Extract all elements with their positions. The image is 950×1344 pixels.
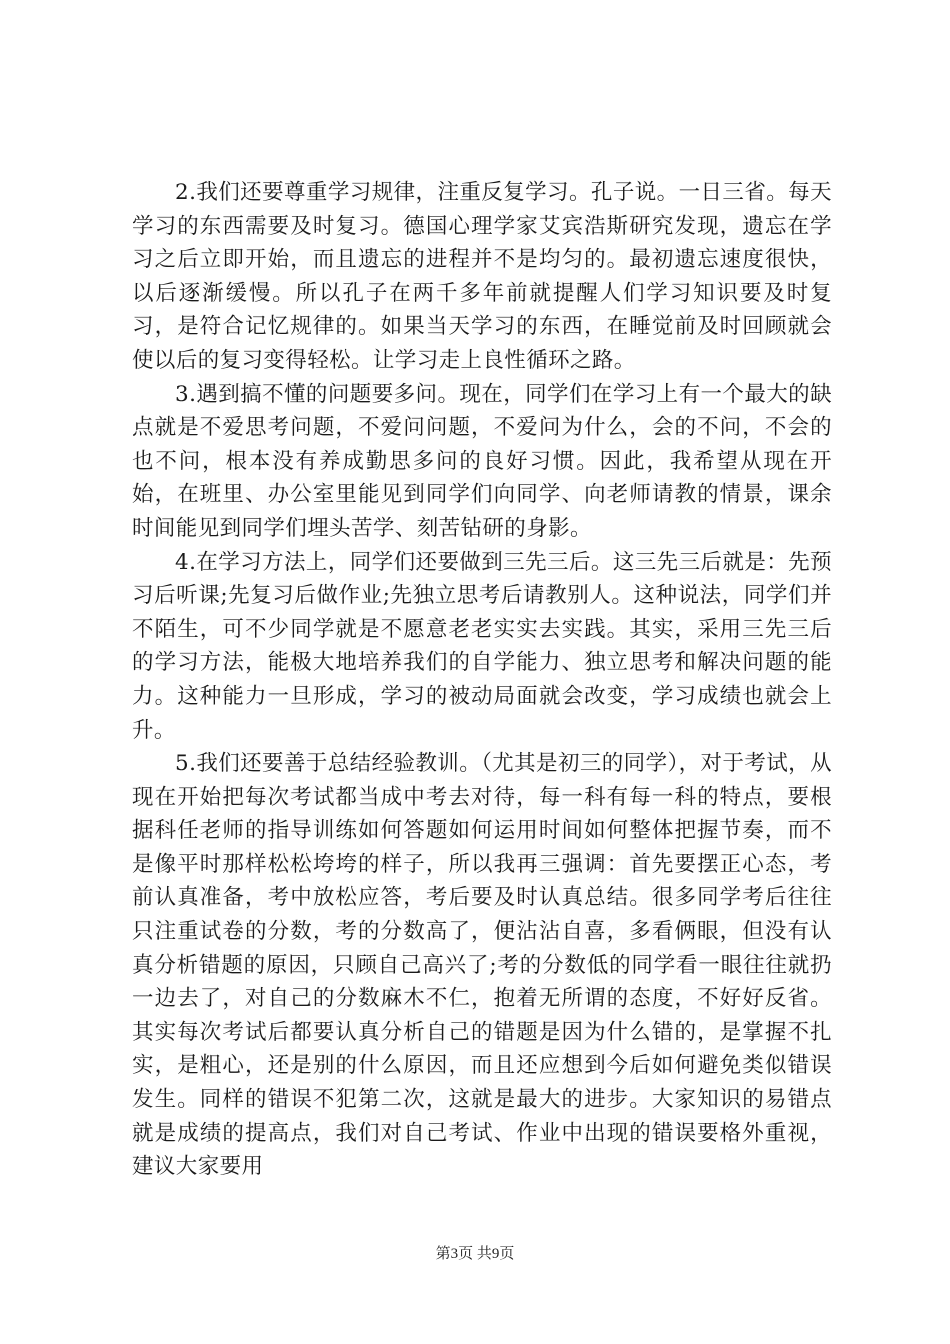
- paragraph-item-2: 2.我们还要尊重学习规律，注重反复学习。孔子说。一日三省。每天学习的东西需要及时复习。德国心理学家艾宾浩斯研究发现，遗忘在学习之后立即开始，而且遗忘的进程并不是均匀的。最初遗忘速度很快，以后逐渐缓慢。所以孔子在两千多年前就提醒人们学习知识要及时复习，是符合记忆规律的。如果当天学习的东西，在睡觉前及时回顾就会使以后的复习变得轻松。让学习走上良性循环之路。: [132, 180, 832, 373]
- document-body: [132, 176, 832, 1184]
- paragraph-item-4: 4.在学习方法上，同学们还要做到三先三后。这三先三后就是：先预习后听课;先复习后做作业;先独立思考后请教别人。这种说法，同学们并不陌生，可不少同学就是不愿意老老实实去实践。其实，采用三先三后的学习方法，能极大地培养我们的自学能力、独立思考和解决问题的能力。这种能力一旦形成，学习的被动局面就会改变，学习成绩也就会上升。: [132, 549, 832, 743]
- page-number-footer: 第3页 共9页: [435, 1246, 515, 1262]
- paragraph-item-3: 3.遇到搞不懂的问题要多问。现在，同学们在学习上有一个最大的缺点就是不爱思考问题，不爱问问题，不爱问为什么，会的不问，不会的也不问，根本没有养成勤思多问的良好习惯。因此，我希望从现在开始，在班里、办公室里能见到同学们向同学、向老师请教的情景，课余时间能见到同学们埋头苦学、刻苦钻研的身影。: [132, 381, 832, 541]
- paragraph-item-5: 5.我们还要善于总结经验教训。（尤其是初三的同学），对于考试，从现在开始把每次考试都当成中考去对待，每一科有每一科的特点，要根据科任老师的指导训练如何答题如何运用时间如何整体把握节奏，而不是像平时那样松松垮垮的样子，所以我再三强调：首先要摆正心态，考前认真准备，考中放松应答，考后要及时认真总结。很多同学考后往往只注重试卷的分数，考的分数高了，便沾沾自喜，多看俩眼，但没有认真分析错题的原因，只顾自己高兴了;考的分数低的同学看一眼往往就扔一边去了，对自己的分数麻木不仁，抱着无所谓的态度，不好好反省。其实每次考试后都要认真分析自己的错题是因为什么错的，是掌握不扎实，是粗心，还是别的什么原因，而且还应想到今后如何避免类似错误发生。同样的错误不犯第二次，这就是最大的进步。大家知识的易错点就是成绩的提高点，我们对自己考试、作业中出现的错误要格外重视，建议大家要用: [132, 751, 832, 1180]
